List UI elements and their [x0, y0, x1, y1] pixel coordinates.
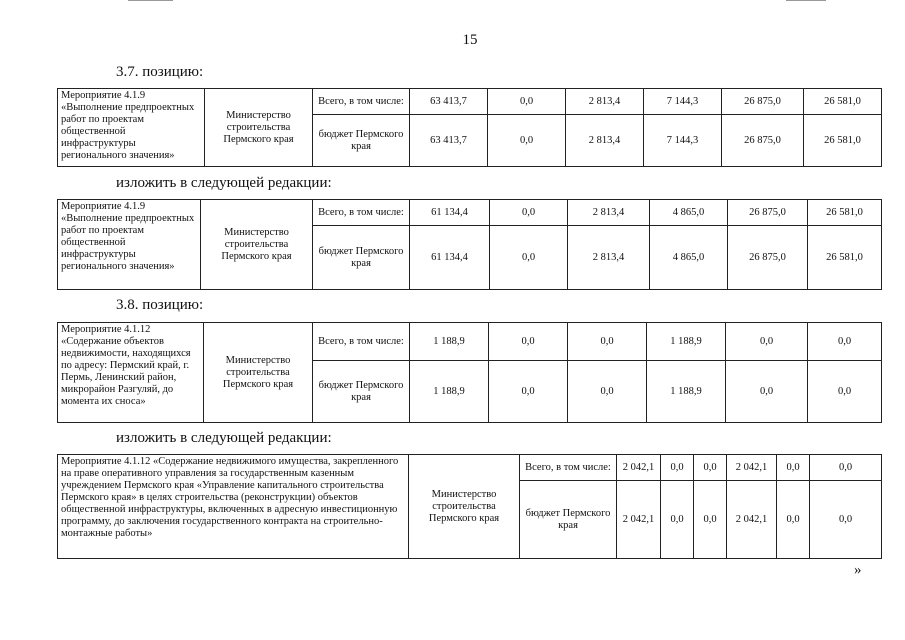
executor: Министерство строительства Пермского края [201, 200, 313, 290]
value-cell: 0,0 [489, 361, 568, 423]
value-cell: 4 865,0 [650, 226, 728, 290]
row-label-total: Всего, в том числе: [520, 455, 617, 481]
value-cell: 7 144,3 [644, 89, 722, 115]
value-cell: 0,0 [489, 323, 568, 361]
value-cell: 0,0 [488, 89, 566, 115]
value-cell: 2 042,1 [727, 481, 777, 559]
value-cell: 0,0 [568, 323, 647, 361]
value-cell: 1 188,9 [647, 361, 726, 423]
value-cell: 2 813,4 [568, 200, 650, 226]
row-label-total: Всего, в том числе: [313, 323, 410, 361]
executor: Министерство строительства Пермского края [409, 455, 520, 559]
value-cell: 2 813,4 [566, 89, 644, 115]
section-3-7-heading: 3.7. позицию: [116, 64, 204, 80]
value-cell: 1 188,9 [647, 323, 726, 361]
value-cell: 61 134,4 [410, 200, 490, 226]
value-cell: 63 413,7 [410, 89, 488, 115]
value-cell: 0,0 [694, 455, 727, 481]
executor: Министерство строительства Пермского края [205, 89, 313, 167]
section-3-7-new-heading: изложить в следующей редакции: [116, 175, 332, 191]
scan-artifact-left [128, 0, 173, 1]
value-cell: 0,0 [661, 455, 694, 481]
value-cell: 63 413,7 [410, 115, 488, 167]
value-cell: 0,0 [568, 361, 647, 423]
value-cell: 0,0 [808, 323, 882, 361]
value-cell: 26 875,0 [722, 89, 804, 115]
row-label-budget: бюджет Пермского края [313, 361, 410, 423]
value-cell: 0,0 [810, 481, 882, 559]
value-cell: 2 042,1 [727, 455, 777, 481]
row-label-total: Всего, в том числе: [313, 89, 410, 115]
scan-artifact-right [786, 0, 826, 1]
value-cell: 2 042,1 [617, 455, 661, 481]
value-cell: 2 042,1 [617, 481, 661, 559]
value-cell: 0,0 [726, 323, 808, 361]
value-cell: 0,0 [694, 481, 727, 559]
value-cell: 0,0 [777, 455, 810, 481]
executor: Министерство строительства Пермского края [204, 323, 313, 423]
value-cell: 26 581,0 [808, 200, 882, 226]
measure-name: Мероприятие 4.1.12 «Содержание объектов недвижимости, находящихся по адресу: Пермский край, г. Пермь, Ленинский район, микрорайон Разгуляй, до момента их сноса» [58, 323, 204, 423]
value-cell: 7 144,3 [644, 115, 722, 167]
value-cell: 1 188,9 [410, 323, 489, 361]
table-3-8-old [57, 322, 882, 423]
value-cell: 0,0 [810, 455, 882, 481]
value-cell: 0,0 [777, 481, 810, 559]
value-cell: 26 581,0 [804, 89, 882, 115]
value-cell: 1 188,9 [410, 361, 489, 423]
value-cell: 26 581,0 [804, 115, 882, 167]
value-cell: 0,0 [490, 226, 568, 290]
value-cell: 26 875,0 [728, 200, 808, 226]
value-cell: 61 134,4 [410, 226, 490, 290]
table-3-8-new [57, 454, 882, 559]
measure-name: Мероприятие 4.1.9 «Выполнение предпроектных работ по проектам общественной инфраструктуры регионального значения» [58, 200, 201, 290]
value-cell: 26 875,0 [722, 115, 804, 167]
closing-quote: » [854, 562, 862, 578]
value-cell: 2 813,4 [568, 226, 650, 290]
page-number: 15 [462, 32, 478, 48]
value-cell: 26 875,0 [728, 226, 808, 290]
table-3-7-old [57, 88, 882, 167]
value-cell: 2 813,4 [566, 115, 644, 167]
row-label-total: Всего, в том числе: [313, 200, 410, 226]
value-cell: 0,0 [726, 361, 808, 423]
row-label-budget: бюджет Пермского края [520, 481, 617, 559]
value-cell: 0,0 [488, 115, 566, 167]
value-cell: 0,0 [808, 361, 882, 423]
measure-name: Мероприятие 4.1.9 «Выполнение предпроектных работ по проектам общественной инфраструктуры регионального значения» [58, 89, 205, 167]
section-3-8-heading: 3.8. позицию: [116, 297, 204, 313]
value-cell: 0,0 [490, 200, 568, 226]
value-cell: 4 865,0 [650, 200, 728, 226]
value-cell: 0,0 [661, 481, 694, 559]
measure-name: Мероприятие 4.1.12 «Содержание недвижимого имущества, закрепленного на праве оперативного управления за государственным казенным учреждением Пермского края «Управление капитального строительства Пермского края» в целях строительства (реконструкции) объектов общественной инфраструктуры, включенных в адресную инвестиционную программу, до заключения государственного контракта на строительно-монтажные работы» [58, 455, 409, 559]
value-cell: 26 581,0 [808, 226, 882, 290]
table-3-7-new [57, 199, 882, 290]
section-3-8-new-heading: изложить в следующей редакции: [116, 430, 332, 446]
row-label-budget: бюджет Пермского края [313, 115, 410, 167]
row-label-budget: бюджет Пермского края [313, 226, 410, 290]
